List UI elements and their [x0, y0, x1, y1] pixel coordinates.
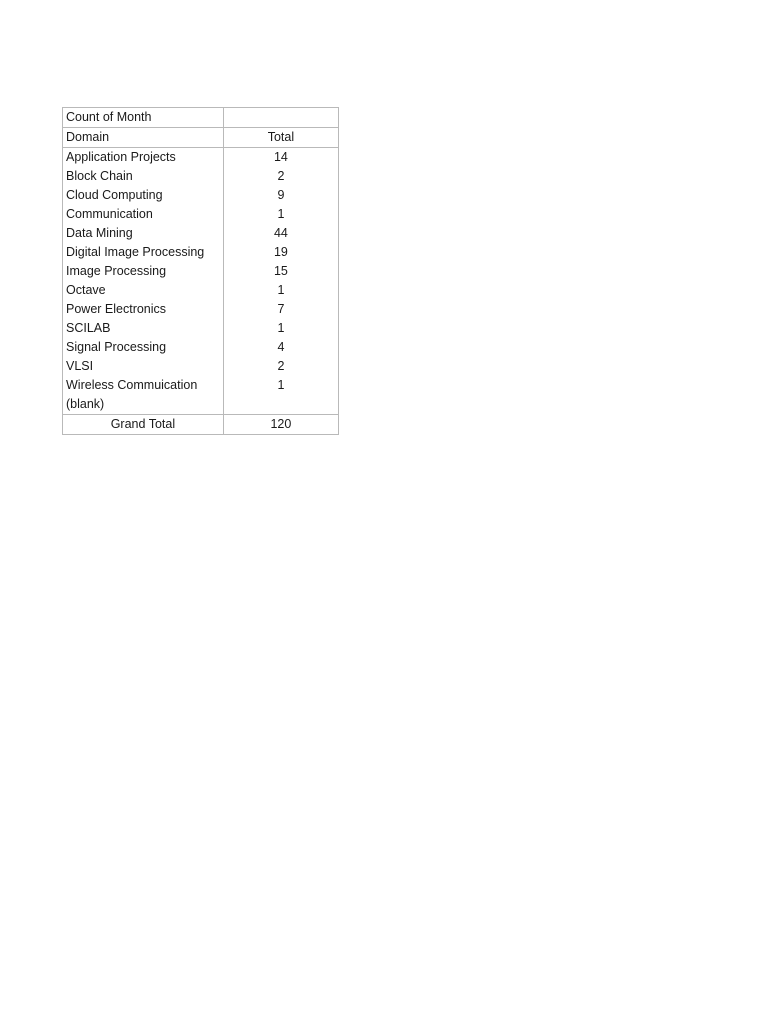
row-total: 2 — [223, 357, 338, 376]
table-row — [63, 167, 339, 186]
table-row — [63, 357, 339, 376]
row-domain: Signal Processing — [63, 338, 224, 357]
row-total: 19 — [223, 243, 338, 262]
pivot-title-value — [223, 108, 338, 128]
row-domain: Image Processing — [63, 262, 224, 281]
table-row — [63, 262, 339, 281]
row-total: 1 — [223, 319, 338, 338]
row-total — [223, 395, 338, 415]
table-row — [63, 243, 339, 262]
row-domain: SCILAB — [63, 319, 224, 338]
table-row — [63, 205, 339, 224]
table-row — [63, 319, 339, 338]
row-domain: Application Projects — [63, 148, 224, 168]
pivot-title-row — [63, 108, 339, 128]
row-domain: VLSI — [63, 357, 224, 376]
table-row — [63, 281, 339, 300]
row-domain: Data Mining — [63, 224, 224, 243]
row-domain: Octave — [63, 281, 224, 300]
row-total: 7 — [223, 300, 338, 319]
table-row — [63, 186, 339, 205]
grand-total-label: Grand Total — [63, 415, 224, 435]
row-domain: Block Chain — [63, 167, 224, 186]
table-row — [63, 338, 339, 357]
table-row — [63, 395, 339, 415]
row-total: 44 — [223, 224, 338, 243]
pivot-body — [63, 148, 339, 415]
row-domain: Wireless Commuication — [63, 376, 224, 395]
row-total: 2 — [223, 167, 338, 186]
row-domain: Digital Image Processing — [63, 243, 224, 262]
table-row — [63, 376, 339, 395]
row-domain: Cloud Computing — [63, 186, 224, 205]
row-domain: (blank) — [63, 395, 224, 415]
table-row — [63, 148, 339, 168]
row-total: 1 — [223, 376, 338, 395]
grand-total-value: 120 — [223, 415, 338, 435]
pivot-table — [62, 107, 339, 435]
row-total: 15 — [223, 262, 338, 281]
pivot-title-label: Count of Month — [63, 108, 224, 128]
row-total: 14 — [223, 148, 338, 168]
row-domain: Communication — [63, 205, 224, 224]
table-row — [63, 300, 339, 319]
pivot-header-row — [63, 128, 339, 148]
header-total: Total — [223, 128, 338, 148]
row-domain: Power Electronics — [63, 300, 224, 319]
row-total: 9 — [223, 186, 338, 205]
row-total: 4 — [223, 338, 338, 357]
table-row — [63, 224, 339, 243]
row-total: 1 — [223, 205, 338, 224]
header-domain: Domain — [63, 128, 224, 148]
row-total: 1 — [223, 281, 338, 300]
grand-total-row — [63, 415, 339, 435]
